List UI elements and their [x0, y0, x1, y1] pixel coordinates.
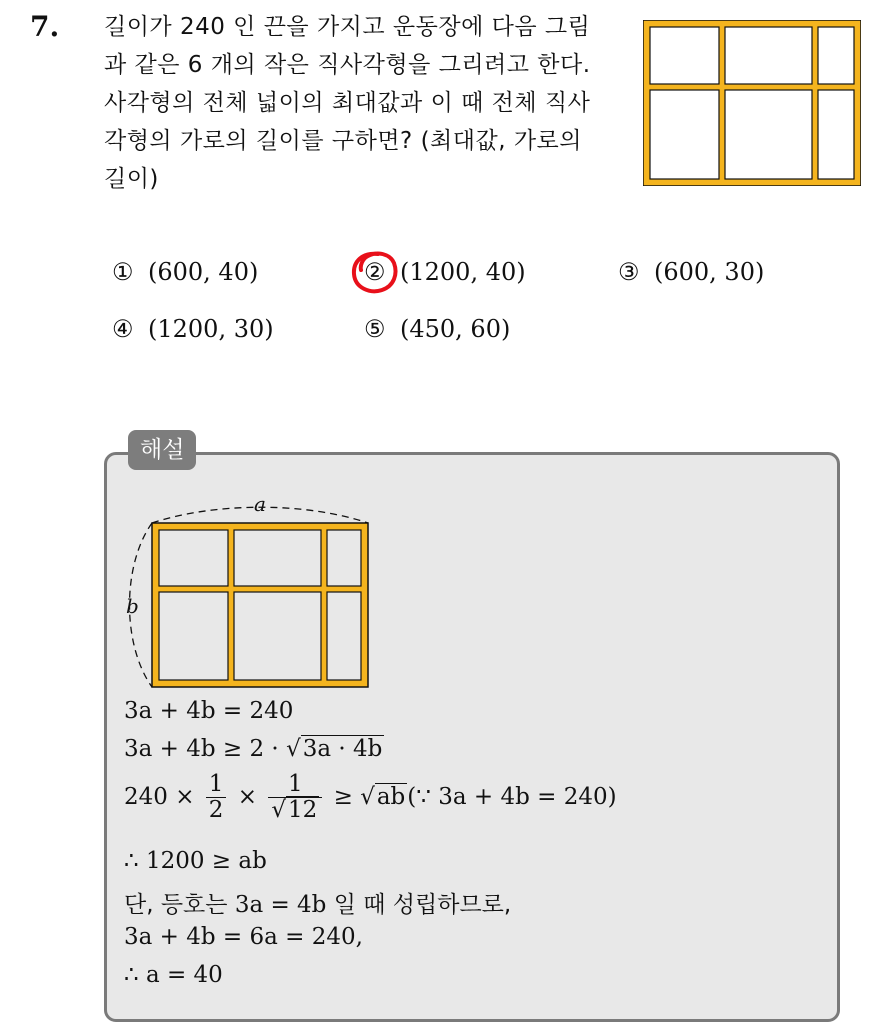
denominator: √12	[271, 797, 318, 824]
answer-circle-mark	[348, 248, 404, 298]
question-number: 7.	[30, 10, 60, 43]
cell	[234, 592, 321, 680]
solution-line-7: ∴ a = 40	[124, 962, 223, 988]
denominator: 2	[208, 797, 224, 824]
question-line: 길이)	[104, 166, 159, 192]
choice-number: ②	[364, 258, 386, 286]
question-text	[104, 8, 624, 198]
question-line: 각형의 가로의 길이를 구하면? (최대값, 가로의	[104, 128, 582, 154]
sqrt-expr: √3a · 4b	[286, 736, 383, 762]
choice-number: ④	[112, 315, 134, 343]
cell	[818, 90, 854, 179]
solution-line-5	[124, 886, 511, 919]
cell	[818, 27, 854, 84]
cell	[725, 27, 812, 84]
equality-expr: 3a = 4b	[234, 892, 327, 918]
radicand: ab	[376, 783, 406, 810]
solution-line-3	[124, 772, 617, 824]
fraction-half	[206, 772, 227, 824]
question-line: 과 같은 6 개의 작은 직사각형을 그리려고 한다.	[104, 52, 591, 78]
solution-grid-figure	[122, 495, 372, 690]
question-line: 길이가 240 인 끈을 가지고 운동장에 다음 그림	[104, 14, 591, 40]
choice-1[interactable]	[112, 258, 258, 286]
solution-line-1: 3a + 4b = 240	[124, 698, 294, 724]
solution-line-4: ∴ 1200 ≥ ab	[124, 848, 267, 874]
choice-value: (600, 30)	[654, 258, 765, 286]
radicand: 12	[288, 797, 318, 824]
cell	[650, 27, 719, 84]
label-a: a	[254, 495, 266, 516]
cell	[327, 592, 361, 680]
choice-4[interactable]	[112, 315, 274, 343]
sqrt-ab: √ab	[360, 783, 406, 810]
cell	[159, 592, 228, 680]
question-line: 사각형의 전체 넓이의 최대값과 이 때 전체 직사	[104, 90, 591, 116]
times-sign: ×	[230, 783, 265, 810]
expr-left: 3a + 4b ≥ 2 ·	[124, 736, 287, 762]
korean-text: 단, 등호는	[124, 892, 235, 918]
ge-sign: ≥	[326, 783, 361, 810]
choice-value: (1200, 40)	[400, 258, 526, 286]
choice-3[interactable]	[618, 258, 764, 286]
choice-number: ⑤	[364, 315, 386, 343]
numerator: 1	[268, 772, 322, 798]
choice-number: ③	[618, 258, 640, 286]
because-clause: (∵ 3a + 4b = 240)	[407, 783, 617, 810]
question-grid-figure	[643, 20, 861, 186]
choice-number: ①	[112, 258, 134, 286]
choice-value: (600, 40)	[148, 258, 259, 286]
numerator: 1	[206, 772, 227, 798]
cell	[234, 530, 321, 586]
solution-tag: 해설	[128, 430, 196, 470]
korean-text: 일 때 성립하므로,	[326, 892, 512, 918]
choice-value: (1200, 30)	[148, 315, 274, 343]
radicand: 3a · 4b	[302, 736, 383, 762]
solution-line-6: 3a + 4b = 6a = 240,	[124, 924, 363, 950]
cell	[650, 90, 719, 179]
solution-line-2	[124, 736, 384, 762]
cell	[725, 90, 812, 179]
cell	[327, 530, 361, 586]
choice-value: (450, 60)	[400, 315, 511, 343]
label-b: b	[126, 594, 139, 618]
choice-5[interactable]	[364, 315, 510, 343]
fraction-root12	[268, 772, 322, 824]
expr-left: 240 ×	[124, 783, 202, 810]
cell	[159, 530, 228, 586]
